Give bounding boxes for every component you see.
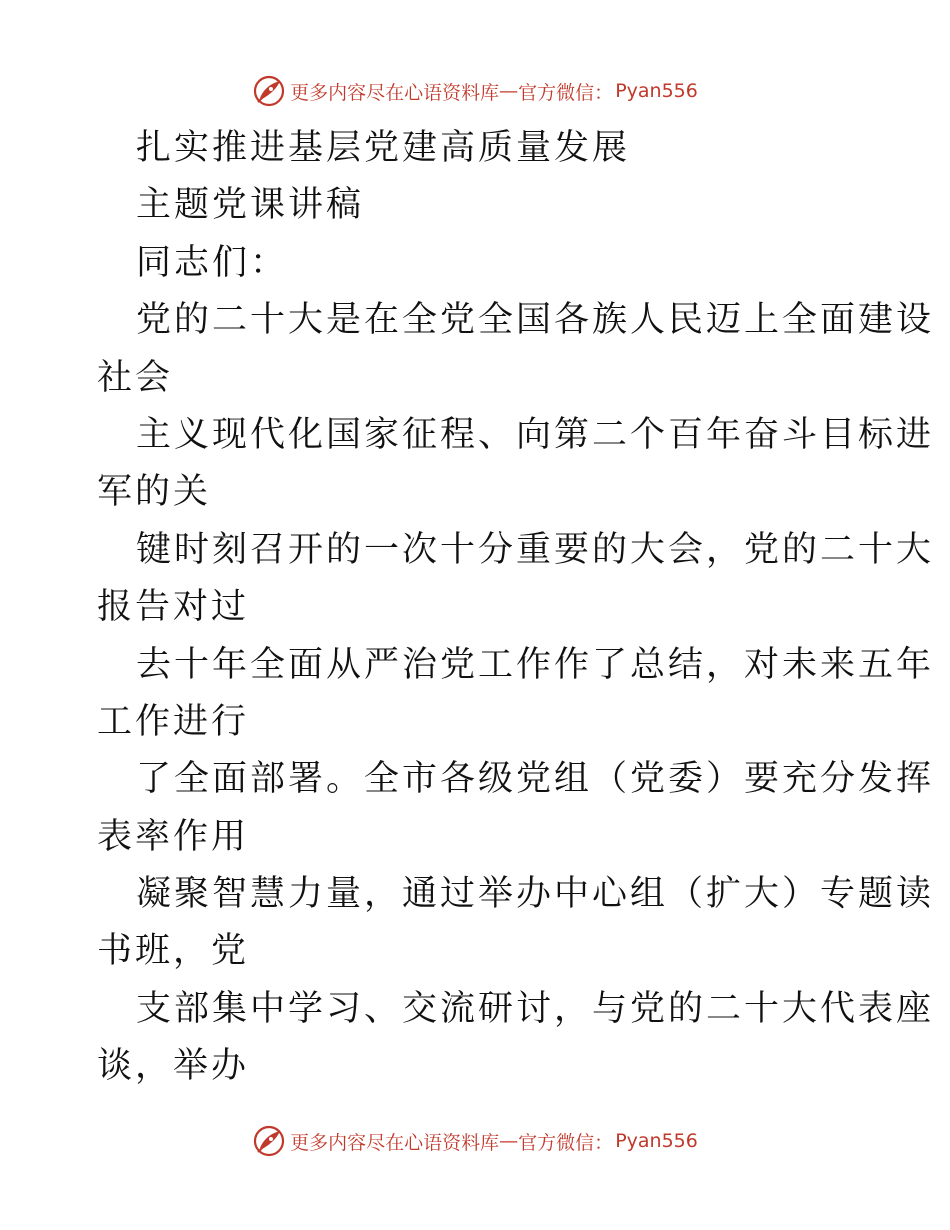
document-subtitle: 主题党课讲稿 — [136, 185, 365, 226]
body-line: 了全面部署。全市各级党组（党委）要充分发挥 — [136, 759, 935, 800]
document-title: 扎实推进基层党建高质量发展 — [136, 128, 631, 168]
pen-nib-logo-icon — [252, 74, 286, 108]
watermark-footer — [0, 1121, 950, 1161]
body-line: 社会 — [97, 357, 174, 398]
watermark-header — [0, 71, 950, 111]
body-line: 书班，党 — [97, 931, 250, 972]
body-line: 军的关 — [97, 472, 212, 513]
body-line: 凝聚智慧力量，通过举办中心组（扩大）专题读 — [136, 874, 935, 915]
watermark-wechat-label: 官方微信： — [518, 81, 614, 104]
body-line: 表率作用 — [97, 816, 250, 857]
pen-nib-logo-icon — [252, 1124, 286, 1158]
watermark-account: Pyan556 — [615, 1130, 698, 1152]
document-body — [97, 120, 935, 1096]
watermark-text: 更多内容尽在心语资料库 — [290, 81, 500, 104]
body-line: 键时刻召开的一次十分重要的大会，党的二十大 — [136, 529, 935, 570]
watermark-separator: — — [499, 1130, 519, 1152]
salutation: 同志们： — [136, 242, 289, 283]
body-line: 去十年全面从严治党工作作了总结，对未来五年 — [136, 644, 935, 685]
watermark-wechat-label: 官方微信： — [518, 1131, 614, 1154]
body-line: 谈，举办 — [97, 1046, 250, 1087]
watermark-text: 更多内容尽在心语资料库 — [290, 1131, 500, 1154]
watermark-account: Pyan556 — [615, 80, 698, 102]
watermark-separator: — — [499, 80, 519, 102]
body-line: 报告对过 — [97, 587, 250, 628]
body-line: 主义现代化国家征程、向第二个百年奋斗目标进 — [136, 414, 935, 455]
body-line: 工作进行 — [97, 701, 250, 742]
body-line: 党的二十大是在全党全国各族人民迈上全面建设 — [136, 300, 935, 341]
body-line: 支部集中学习、交流研讨，与党的二十大代表座 — [136, 988, 935, 1029]
